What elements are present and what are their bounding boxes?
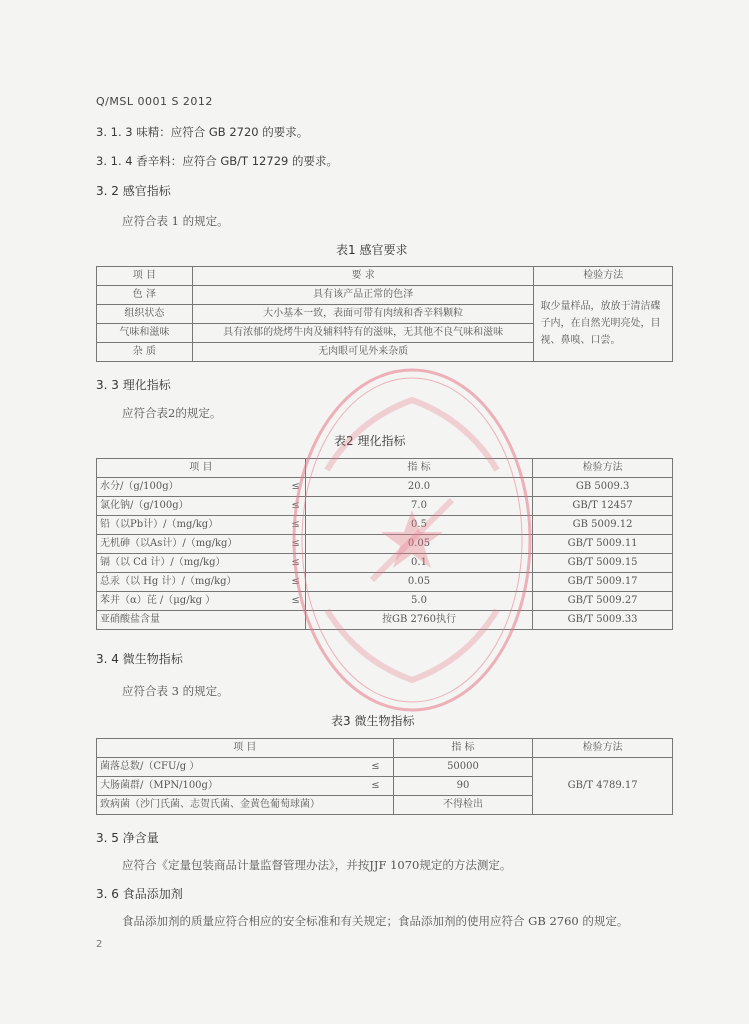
- section-3-5-title: 3. 5 净含量: [96, 831, 159, 845]
- row-item-label: 致病菌（沙门氏菌、志贺氏菌、金黄色葡萄球菌）: [100, 799, 320, 810]
- row-item: 镉（以 Cd 计）/（mg/kg）: [97, 554, 287, 573]
- row-operator: ≤: [286, 516, 305, 535]
- row-value: 按GB 2760执行: [305, 611, 532, 630]
- row-value: 50000: [393, 758, 533, 777]
- row-value: 7.0: [305, 497, 532, 516]
- table-row: [97, 535, 673, 554]
- row-item: 氯化钠/（g/100g）: [97, 497, 287, 516]
- row-operator: ≤: [286, 497, 305, 516]
- row-item: 总汞（以 Hg 计）/（mg/kg）: [97, 573, 287, 592]
- row-item: 铅（以Pb计）/（mg/kg）: [97, 516, 287, 535]
- row-operator: ≤: [286, 535, 305, 554]
- row-method: GB/T 5009.15: [533, 554, 673, 573]
- row-requirement: 具有该产品正常的色泽: [192, 286, 534, 305]
- section-3-4-text: 应符合表 3 的规定。: [122, 684, 229, 698]
- header-method: 检验方法: [534, 267, 673, 286]
- section-3-5-text: 应符合《定量包装商品计量监督管理办法》，并按JJF 1070规定的方法测定。: [122, 858, 512, 872]
- table-row: [97, 478, 673, 497]
- row-method: GB/T 5009.33: [533, 611, 673, 630]
- table-header-row: [97, 267, 673, 286]
- row-value: 0.1: [305, 554, 532, 573]
- row-method: GB/T 5009.27: [533, 592, 673, 611]
- table-sensory: [96, 266, 673, 362]
- sensory-method: 取少量样品，放放于清洁碟子内，在自然光明亮处，目视、鼻嗅、口尝。: [534, 286, 673, 362]
- row-item: 色 泽: [97, 286, 193, 305]
- table-row: [97, 758, 673, 777]
- table-row: [97, 592, 673, 611]
- row-requirement: 大小基本一致，表面可带有肉绒和香辛料颗粒: [192, 305, 534, 324]
- row-requirement: 具有浓郁的烧烤牛肉及辅料特有的滋味，无其他不良气味和滋味: [192, 324, 534, 343]
- row-item: 杂 质: [97, 343, 193, 362]
- table-header-row: [97, 739, 673, 758]
- header-item: 项 目: [97, 739, 394, 758]
- row-item: [97, 758, 394, 777]
- row-value: 0.5: [305, 516, 532, 535]
- table-microbiological: [96, 738, 673, 815]
- header-method: 检验方法: [533, 459, 673, 478]
- row-value: 20.0: [305, 478, 532, 497]
- header-method: 检验方法: [533, 739, 673, 758]
- section-3-3-title: 3. 3 理化指标: [96, 378, 171, 392]
- row-item: 苯并（α）芘 /（μg/kg ）: [97, 592, 287, 611]
- row-method: GB/T 5009.17: [533, 573, 673, 592]
- table-row: [97, 497, 673, 516]
- table-physicochemical: [96, 458, 673, 630]
- row-value: 90: [393, 777, 533, 796]
- header-item: 项 目: [97, 459, 306, 478]
- section-3-6-title: 3. 6 食品添加剂: [96, 887, 183, 901]
- micro-method: GB/T 4789.17: [533, 758, 673, 815]
- section-3-3-text: 应符合表2的规定。: [122, 406, 222, 420]
- row-value: 0.05: [305, 535, 532, 554]
- clause-3-1-4: 3. 1. 4 香辛料：应符合 GB/T 12729 的要求。: [96, 154, 338, 168]
- row-item: 无机砷（以As计）/（mg/kg）: [97, 535, 287, 554]
- table-row: [97, 611, 673, 630]
- row-value: 5.0: [305, 592, 532, 611]
- header-requirement: 要 求: [192, 267, 534, 286]
- row-item: 气味和滋味: [97, 324, 193, 343]
- table-row: [97, 573, 673, 592]
- header-index: 指 标: [305, 459, 532, 478]
- standard-number: Q/MSL 0001 S 2012: [96, 95, 213, 108]
- table-row: [97, 516, 673, 535]
- section-3-2-title: 3. 2 感官指标: [96, 184, 171, 198]
- row-operator: ≤: [286, 554, 305, 573]
- row-operator: ≤: [371, 761, 380, 772]
- row-method: GB 5009.3: [533, 478, 673, 497]
- page-number: 2: [96, 939, 103, 950]
- row-value: 不得检出: [393, 796, 533, 815]
- row-item: [97, 796, 394, 815]
- row-operator: [286, 611, 305, 630]
- row-item: 水分/（g/100g）: [97, 478, 287, 497]
- header-index: 指 标: [393, 739, 533, 758]
- row-operator: ≤: [286, 478, 305, 497]
- table-header-row: [97, 459, 673, 478]
- row-requirement: 无肉眼可见外来杂质: [192, 343, 534, 362]
- table1-caption: 表1 感官要求: [336, 243, 408, 257]
- section-3-6-text: 食品添加剂的质量应符合相应的安全标准和有关规定；食品添加剂的使用应符合 GB 2760 的规定。: [122, 914, 629, 928]
- row-item: 组织状态: [97, 305, 193, 324]
- row-item: 亚硝酸盐含量: [97, 611, 287, 630]
- row-method: GB 5009.12: [533, 516, 673, 535]
- clause-3-1-3: 3. 1. 3 味精：应符合 GB 2720 的要求。: [96, 125, 309, 139]
- row-value: 0.05: [305, 573, 532, 592]
- row-operator: ≤: [371, 780, 380, 791]
- section-3-4-title: 3. 4 微生物指标: [96, 652, 183, 666]
- row-method: GB/T 5009.11: [533, 535, 673, 554]
- row-item: [97, 777, 394, 796]
- table2-caption: 表2 理化指标: [334, 434, 406, 448]
- section-3-2-text: 应符合表 1 的规定。: [122, 214, 229, 228]
- row-item-label: 大肠菌群/（MPN/100g）: [100, 780, 218, 791]
- table-row: [97, 286, 673, 305]
- row-item-label: 菌落总数/（CFU/g ）: [100, 761, 200, 772]
- row-operator: ≤: [286, 592, 305, 611]
- row-operator: ≤: [286, 573, 305, 592]
- row-method: GB/T 12457: [533, 497, 673, 516]
- table3-caption: 表3 微生物指标: [331, 714, 415, 728]
- header-item: 项 目: [97, 267, 193, 286]
- table-row: [97, 554, 673, 573]
